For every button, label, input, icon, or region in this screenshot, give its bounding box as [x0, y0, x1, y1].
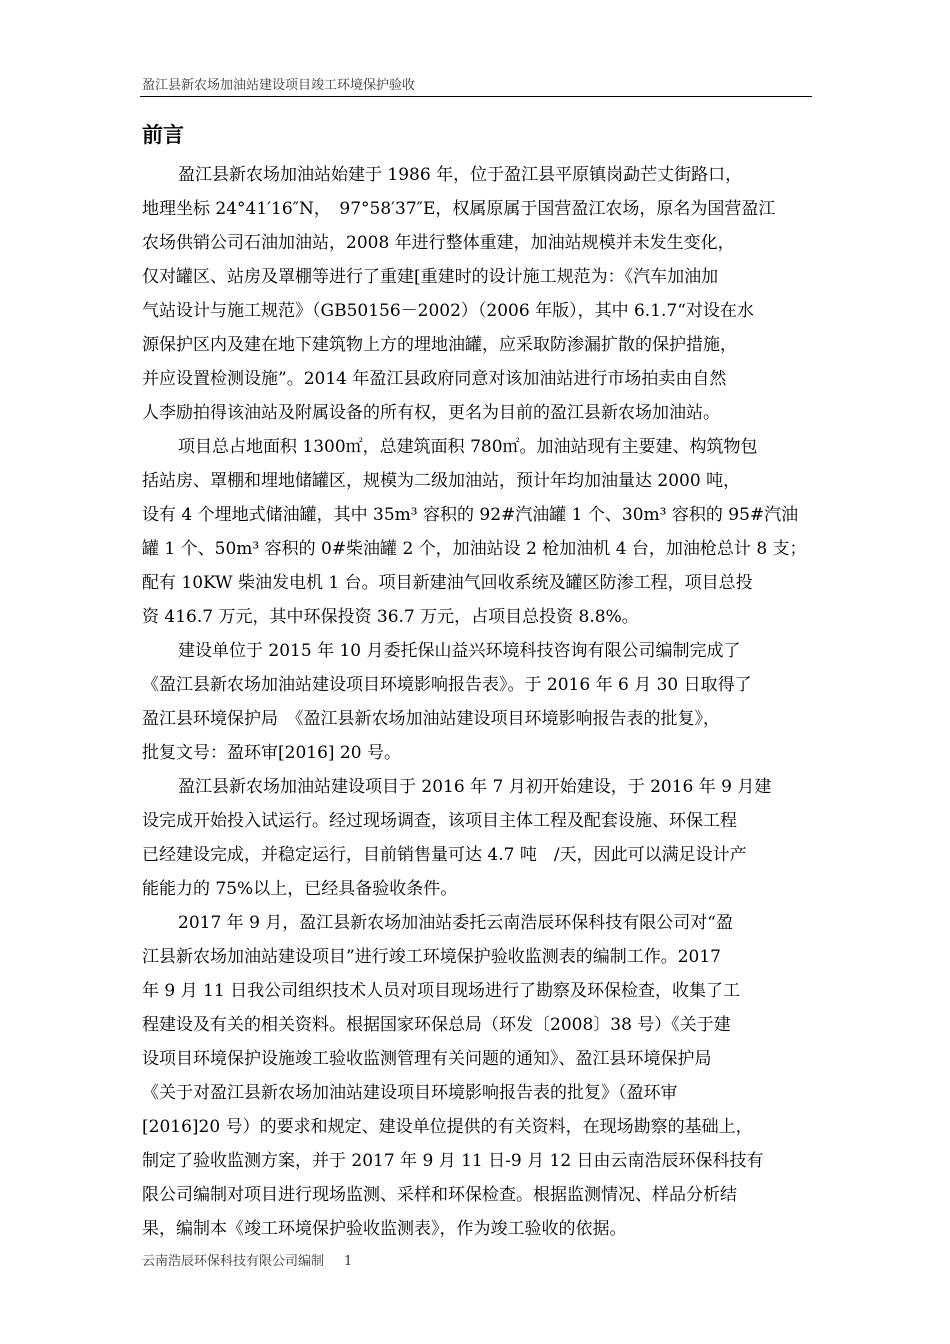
- section-title: 前言: [142, 122, 184, 147]
- text-line: 批复文号：盈环审[2016] 20 号。: [142, 743, 401, 763]
- text-line: 建设单位于 2015 年 10 月委托保山益兴环境科技咨询有限公司编制完成了: [178, 641, 741, 661]
- header-divider: [140, 96, 812, 97]
- text-line: 地理坐标 24°41′16″N， 97°58′37″E，权属原属于国营盈江农场，原名为国营盈江: [142, 199, 776, 219]
- text-line: 《盈江县新农场加油站建设项目环境影响报告表》。于 2016 年 6 月 30 日取得了: [142, 675, 752, 695]
- text-line: 2017 年 9 月，盈江县新农场加油站委托云南浩辰环保科技有限公司对“盈: [178, 913, 733, 933]
- text-line: 《关于对盈江县新农场加油站建设项目环境影响报告表的批复》（盈环审: [142, 1083, 678, 1103]
- text-line: 盈江县新农场加油站始建于 1986 年，位于盈江县平原镇岗勐芒丈街路口，: [178, 165, 743, 185]
- paragraph-1: [142, 158, 814, 430]
- text-line: 项目总占地面积 1300㎡，总建筑面积 780㎡。加油站现有主要建、构筑物包: [178, 437, 758, 457]
- page-footer: [142, 1253, 352, 1271]
- text-line: [2016]20 号）的要求和规定、建设单位提供的有关资料，在现场勘察的基础上，: [142, 1117, 753, 1137]
- text-line: 并应设置检测设施”。2014 年盈江县政府同意对该加油站进行市场拍卖由自然: [142, 369, 727, 389]
- text-line: 盈江县新农场加油站建设项目于 2016 年 7 月初开始建设，于 2016 年 9 月建: [178, 777, 772, 797]
- paragraph-4: [142, 770, 814, 906]
- paragraph-5: [142, 906, 814, 1246]
- text-line: 果，编制本《竣工环境保护验收监测表》，作为竣工验收的依据。: [142, 1219, 627, 1239]
- text-line: 已经建设完成，并稳定运行，目前销售量可达 4.7 吨 /天，因此可以满足设计产: [142, 845, 747, 865]
- text-line: 括站房、罩棚和埋地储罐区，规模为二级加油站，预计年均加油量达 2000 吨，: [142, 471, 741, 491]
- text-line: 源保护区内及建在地下建筑物上方的埋地油罐，应采取防渗漏扩散的保护措施，: [142, 335, 737, 355]
- footer-company: 云南浩辰环保科技有限公司编制: [142, 1254, 325, 1269]
- paragraph-3: [142, 634, 814, 770]
- text-line: 程建设及有关的相关资料。根据国家环保总局（环发〔2008〕38 号）《关于建: [142, 1015, 731, 1035]
- page-number: 1: [344, 1254, 353, 1269]
- text-line: 配有 10KW 柴油发电机 1 台。项目新建油气回收系统及罐区防渗工程，项目总投: [142, 573, 753, 593]
- text-line: 江县新农场加油站建设项目”进行竣工环境保护验收监测表的编制工作。2017: [142, 947, 721, 967]
- page-header: 盈江县新农场加油站建设项目竣工环境保护验收: [142, 78, 416, 93]
- text-line: 制定了验收监测方案，并于 2017 年 9 月 11 日-9 月 12 日由云南浩辰环保科技有: [142, 1151, 764, 1171]
- text-line: 限公司编制对项目进行现场监测、采样和环保检查。根据监测情况、样品分析结: [142, 1185, 737, 1205]
- text-line: 仅对罐区、站房及罩棚等进行了重建[重建时的设计施工规范为：《汽车加油加: [142, 267, 719, 287]
- paragraph-2: [142, 430, 814, 634]
- text-line: 资 416.7 万元，其中环保投资 36.7 万元，占项目总投资 8.8%。: [142, 607, 639, 627]
- text-line: 盈江县环境保护局 《盈江县新农场加油站建设项目环境影响报告表的批复》，: [142, 709, 720, 729]
- text-line: 能能力的 75%以上，已经具备验收条件。: [142, 879, 458, 899]
- text-line: 设有 4 个埋地式储油罐，其中 35m³ 容积的 92#汽油罐 1 个、30m³ 容积的 95#汽油: [142, 505, 799, 525]
- text-line: 罐 1 个、50m³ 容积的 0#柴油罐 2 个，加油站设 2 枪加油机 4 台，加油枪总计 8 支；: [142, 539, 807, 559]
- text-line: 年 9 月 11 日我公司组织技术人员对项目现场进行了勘察及环保检查，收集了工: [142, 981, 741, 1001]
- text-line: 设项目环境保护设施竣工验收监测管理有关问题的通知》、盈江县环境保护局: [142, 1049, 712, 1069]
- text-line: 人李励拍得该油站及附属设备的所有权，更名为目前的盈江县新农场加油站。: [142, 403, 720, 423]
- text-line: 设完成开始投入试运行。经过现场调查，该项目主体工程及配套设施、环保工程: [142, 811, 737, 831]
- document-body: [142, 158, 814, 1246]
- text-line: 气站设计与施工规范》（GB50156－2002）（2006 年版），其中 6.1.7“对设在水: [142, 301, 754, 321]
- text-line: 农场供销公司石油加油站，2008 年进行整体重建，加油站规模并未发生变化，: [142, 233, 735, 253]
